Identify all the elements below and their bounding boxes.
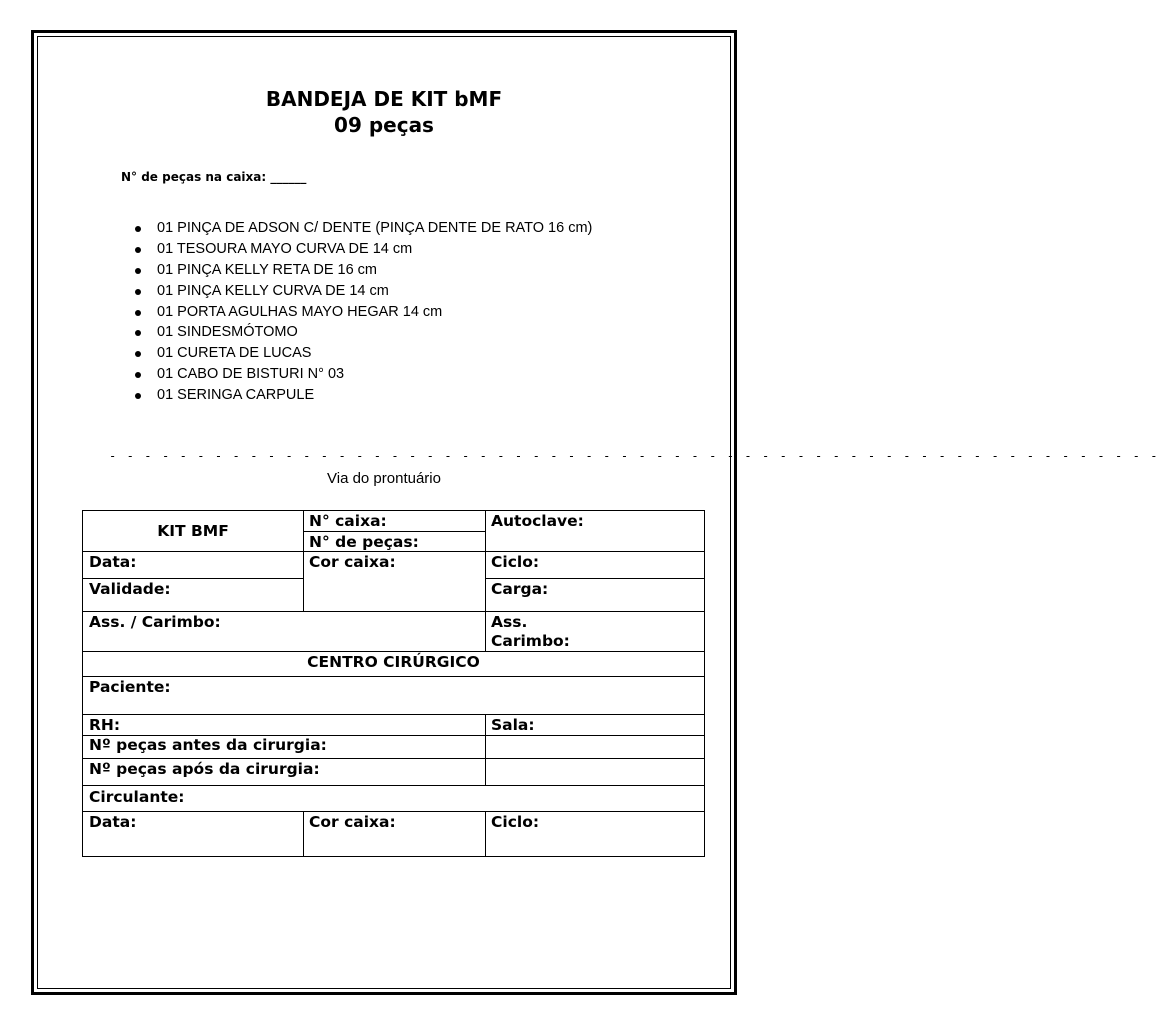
cycle-label: Ciclo: [491,553,540,571]
pieces-before-label: Nº peças antes da cirurgia: [89,736,327,754]
table-rule [303,531,485,532]
table-rule [83,611,704,612]
list-item: 01 PINÇA DE ADSON C/ DENTE (PINÇA DENTE DE RATO 16 cm) [135,218,592,239]
load-label: Carga: [491,580,549,598]
signature-stamp-label: Ass. / Carimbo: [89,613,221,631]
cycle-label-2: Ciclo: [491,813,540,831]
date-label-2: Data: [89,813,137,831]
table-rule [83,551,704,552]
document-subtitle: 09 peças [334,113,434,137]
table-rule [303,511,304,611]
document-title: BANDEJA DE KIT bMF [265,87,503,111]
date-label: Data: [89,553,137,571]
table-rule [83,578,303,579]
via-label: Via do prontuário [327,470,441,487]
surgical-center-heading: CENTRO CIRÚRGICO [307,653,480,671]
table-rule [303,811,304,856]
pieces-after-label: Nº peças após da cirurgia: [89,760,320,778]
rh-label: RH: [89,716,121,734]
table-rule [83,758,704,759]
items-list [135,218,592,406]
table-rule [485,714,486,785]
room-label: Sala: [491,716,535,734]
pieces-number-label: N° de peças: [309,533,419,551]
list-item: 01 TESOURA MAYO CURVA DE 14 cm [135,239,592,260]
box-color-label-2: Cor caixa: [309,813,396,831]
autoclave-label: Autoclave: [491,512,584,530]
table-rule [83,676,704,677]
list-item: 01 PINÇA KELLY RETA DE 16 cm [135,260,592,281]
form-table [82,510,705,857]
patient-label: Paciente: [89,678,171,696]
table-rule [485,578,704,579]
kit-label: KIT BMF [157,522,229,540]
table-rule [83,785,704,786]
table-rule [83,651,704,652]
table-rule [83,811,704,812]
list-item: 01 CABO DE BISTURI N° 03 [135,364,592,385]
box-number-label: N° caixa: [309,512,387,530]
box-color-label: Cor caixa: [309,553,396,571]
table-rule [485,811,486,856]
table-rule [485,511,486,651]
cut-line: - - - - - - - - - - - - - - - - - - - - - - - - - - - - - - - - - - - - - - - - - - - - - - - - - - - - - - - - - - - - [109,449,1159,463]
table-rule [83,714,704,715]
list-item: 01 CURETA DE LUCAS [135,343,592,364]
circulating-label: Circulante: [89,788,185,806]
list-item: 01 PINÇA KELLY CURVA DE 14 cm [135,281,592,302]
signature-label: Ass. [491,613,528,631]
list-item: 01 SINDESMÓTOMO [135,322,592,343]
validity-label: Validade: [89,580,171,598]
pieces-count-line: N° de peças na caixa: ______ [121,170,307,184]
stamp-label: Carimbo: [491,632,570,650]
list-item: 01 PORTA AGULHAS MAYO HEGAR 14 cm [135,302,592,323]
list-item: 01 SERINGA CARPULE [135,385,592,406]
